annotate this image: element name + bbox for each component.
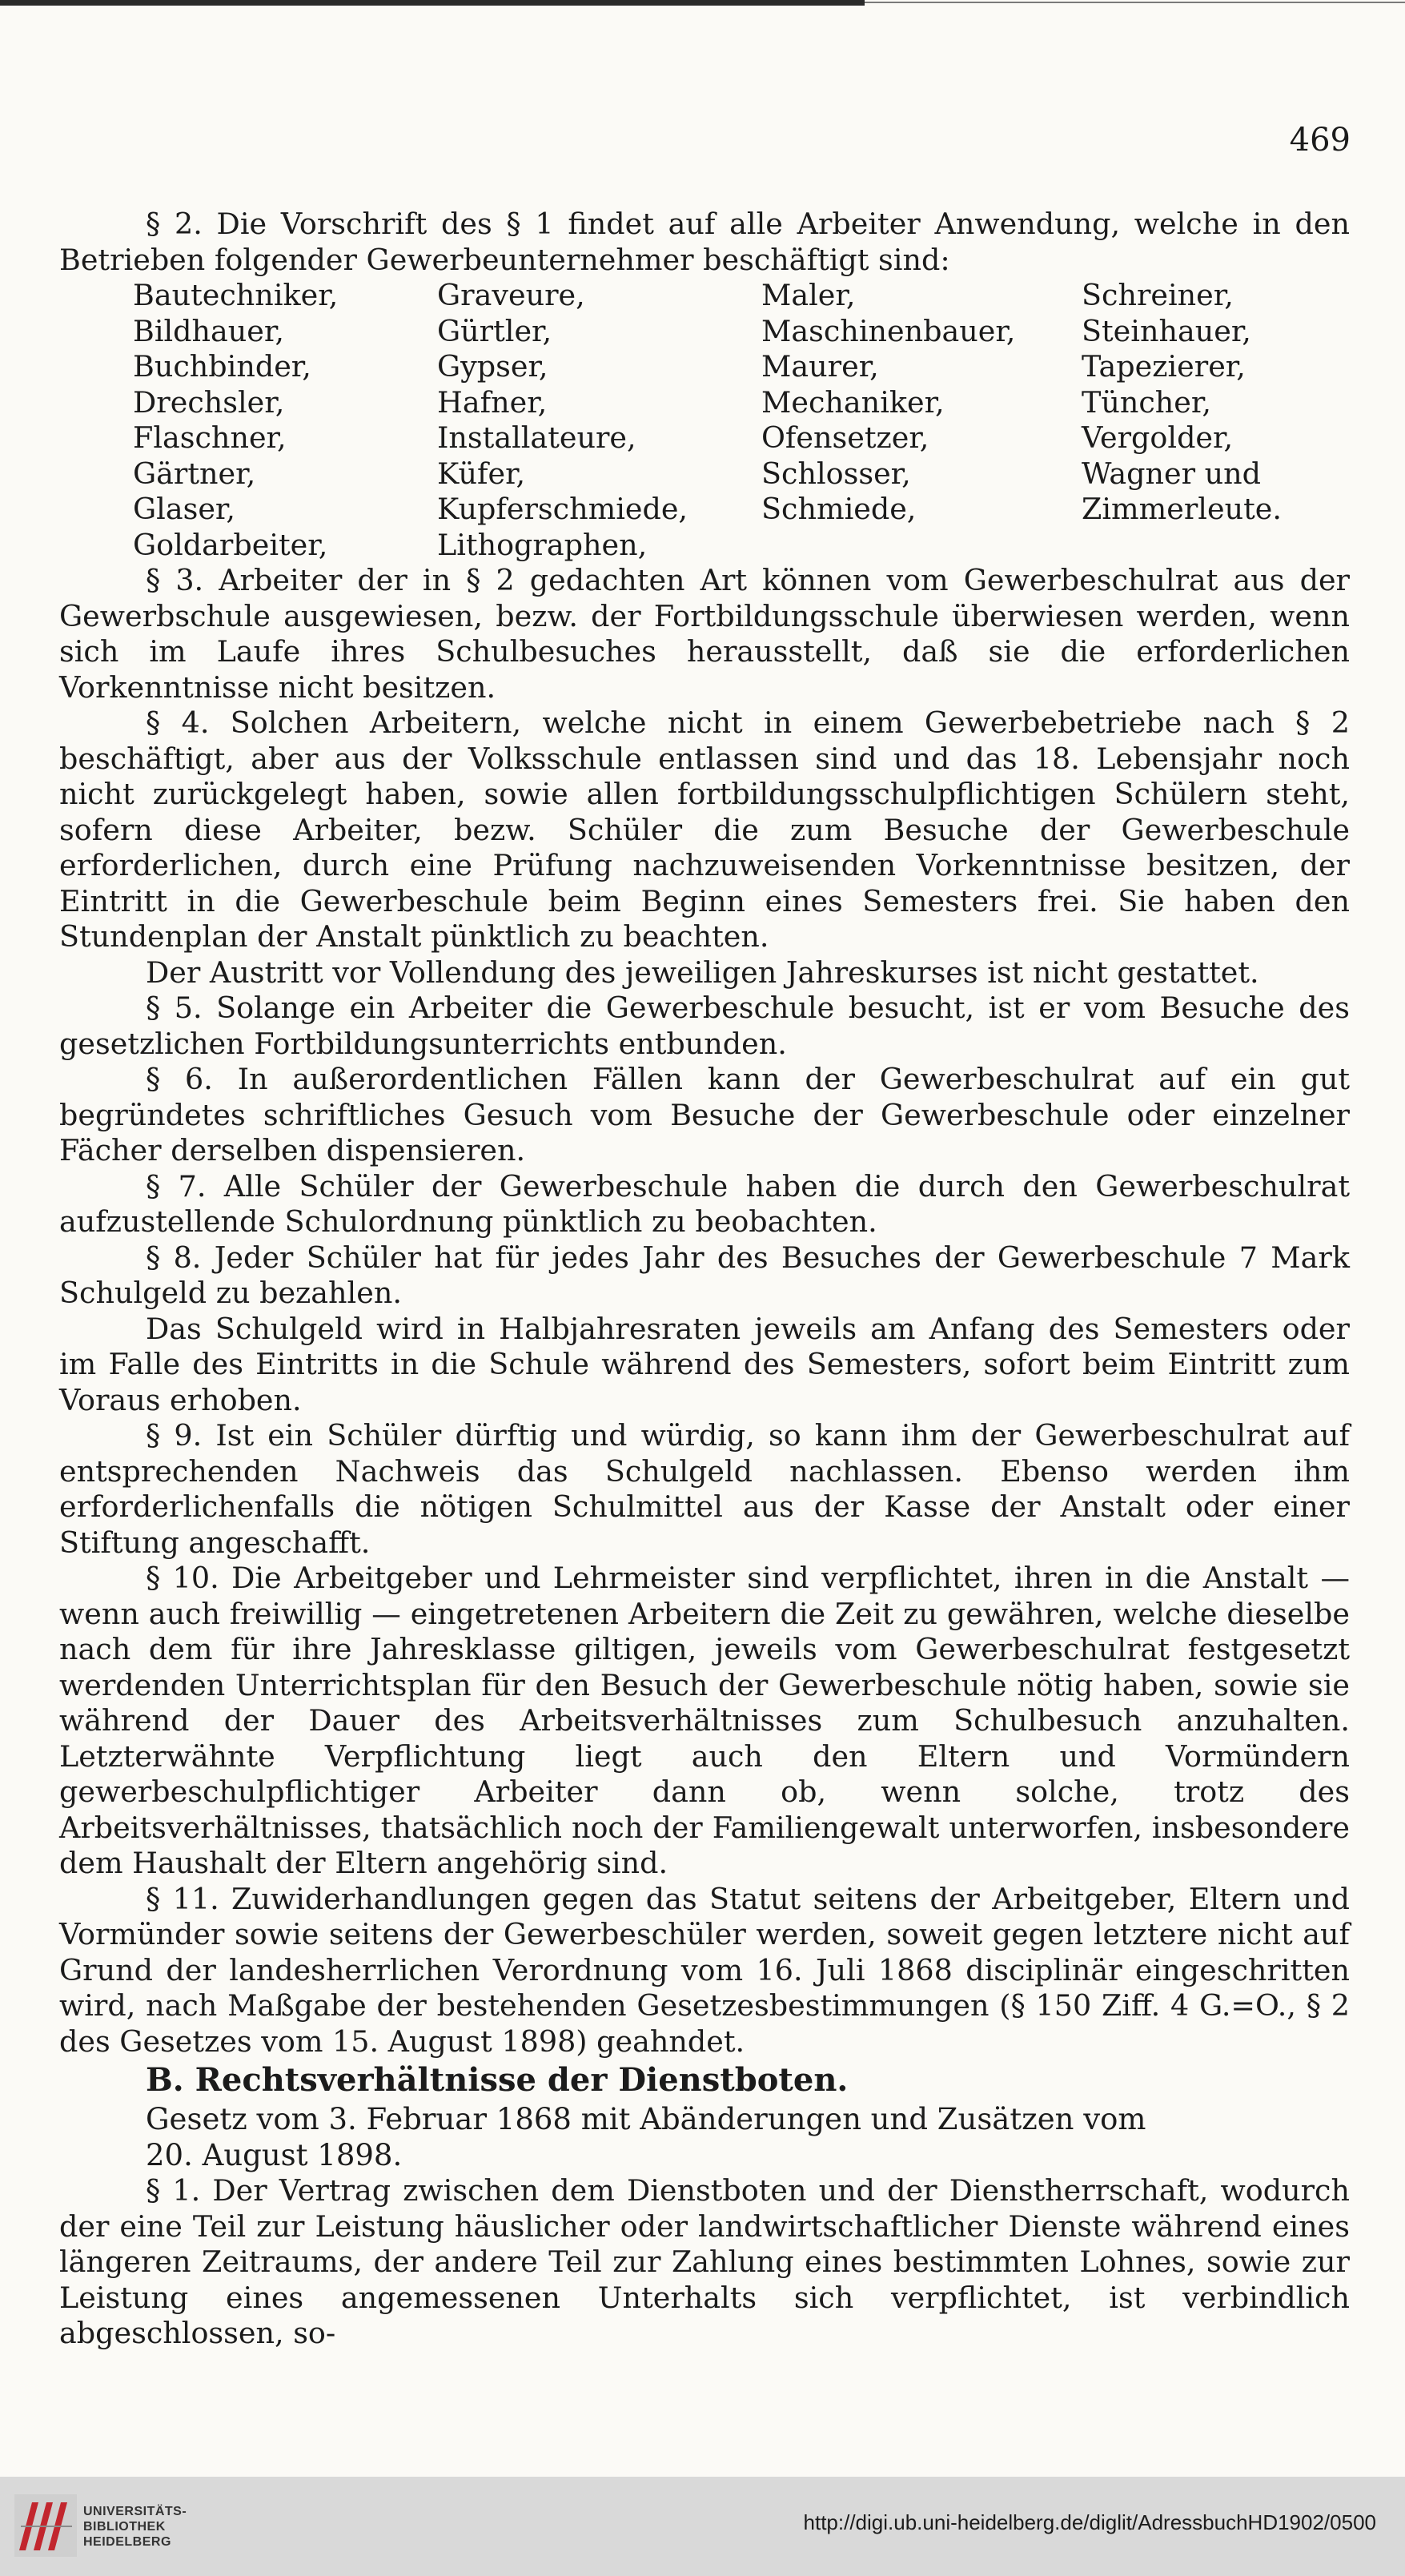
trade-item: Küfer, bbox=[437, 456, 526, 491]
trade-item: Graveure, bbox=[437, 278, 585, 312]
trade-item: Flaschner, bbox=[133, 420, 287, 455]
trade-item: Maler, bbox=[761, 278, 856, 312]
section-title: B. Rechtsverhältnisse der Dienstboten. bbox=[146, 2061, 849, 2099]
paragraph-9: § 9. Ist ein Schüler dürftig und würdig, so kann ihm der Gewerbeschulrat auf entsprechenden Nachweis das Schulgeld nachlassen. Ebenso werden ihm erforderlichenfalls die nötigen Schulmittel aus der Kasse der Anstalt oder einer Stiftung angeschafft. bbox=[59, 1418, 1350, 1560]
library-name-line: HEIDELBERG bbox=[83, 2535, 171, 2549]
trade-item: Bautechniker, bbox=[133, 278, 339, 312]
trade-item: Zimmerleute. bbox=[1082, 492, 1282, 526]
trade-item: Tüncher, bbox=[1082, 384, 1211, 420]
section-subtitle-line: Gesetz vom 3. Februar 1868 mit Abänderungen und Zusätzen vom bbox=[146, 2102, 1146, 2136]
trade-item: Schlosser, bbox=[761, 456, 911, 491]
trade-item: Mechaniker, bbox=[761, 384, 945, 420]
trade-item: Gürtler, bbox=[437, 313, 552, 348]
page-number: 469 bbox=[1289, 122, 1351, 159]
trade-item: Tapezierer, bbox=[1082, 349, 1246, 384]
trade-item: Bildhauer, bbox=[133, 313, 284, 348]
top-rule-line bbox=[865, 2, 1405, 3]
paragraph-4-continued: Der Austritt vor Vollendung des jeweiligen Jahreskurses ist nicht gestattet. bbox=[146, 954, 1259, 990]
trade-item: Vergolder, bbox=[1082, 420, 1234, 455]
trade-item: Schreiner, bbox=[1082, 278, 1234, 312]
trade-item: Maschinenbauer, bbox=[761, 313, 1016, 348]
library-name bbox=[83, 2504, 187, 2550]
paragraph-2: § 2. Die Vorschrift des § 1 findet auf alle Arbeiter Anwendung, welche in den Betrieben folgender Gewerbeunternehmer beschäftigt sind: bbox=[59, 207, 1350, 277]
paragraph-7: § 7. Alle Schüler der Gewerbeschule haben die durch den Gewerbeschulrat aufzustellende Schulordnung pünktlich zu beobachten. bbox=[59, 1168, 1350, 1239]
paragraph-6: § 6. In außerordentlichen Fällen kann der Gewerbeschulrat auf ein gut begründetes schriftliches Gesuch vom Besuche der Gewerbeschule oder einzelner Fächer derselben dispensieren. bbox=[59, 1062, 1350, 1167]
paragraph-5: § 5. Solange ein Arbeiter die Gewerbeschule besucht, ist er vom Besuche des gesetzlichen Fortbildungsunterrichts entbunden. bbox=[59, 991, 1350, 1061]
trade-item: Hafner, bbox=[437, 384, 548, 420]
library-name-line: UNIVERSITÄTS- bbox=[83, 2505, 187, 2518]
trades-list bbox=[133, 278, 1402, 563]
section-subtitle bbox=[59, 2101, 1350, 2173]
paragraph-11: § 11. Zuwiderhandlungen gegen das Statut seitens der Arbeitgeber, Eltern und Vormünder sowie seitens der Gewerbeschüler werden, soweit gegen letztere nicht auf Grund der landesherrlichen Verordnung vom 16. Juli 1868 disciplinär eingeschritten wird, nach Maßgabe der bestehenden Gesetzesbestimmungen (§ 150 Ziff. 4 G.=O., § 2 des Gesetzes vom 15. August 1898) geahndet. bbox=[59, 1881, 1350, 2059]
trade-item: Schmiede, bbox=[761, 492, 917, 526]
trade-item: Ofensetzer, bbox=[761, 420, 929, 455]
trade-item: Lithographen, bbox=[437, 527, 648, 562]
trade-item: Drechsler, bbox=[133, 384, 285, 420]
trade-item: Maurer, bbox=[761, 349, 879, 384]
paragraph-3: § 3. Arbeiter der in § 2 gedachten Art können vom Gewerbeschulrat aus der Gewerbschule ausgewiesen, bezw. der Fortbildungsschule überwiesen werden, wenn sich im Laufe ihres Schulbesuches herausstellt, daß sie die erforderlichen Vorkenntnisse nicht besitzen. bbox=[59, 563, 1350, 705]
paragraph-4: § 4. Solchen Arbeitern, welche nicht in einem Gewerbebetriebe nach § 2 beschäftigt, aber aus der Volksschule entlassen sind und das 18. Lebensjahr noch nicht zurückgelegt haben, sowie allen fortbildungsschulpflichtigen Schülern steht, sofern diese Arbeiter, bezw. Schüler die zum Besuche der Gewerbeschule erforderlichen, durch eine Prüfung nachzuweisenden Vorkenntnisse besitzen, der Eintritt in die Gewerbeschule beim Beginn eines Semesters frei. Sie haben den Stundenplan der Anstalt pünktlich zu beachten. bbox=[59, 705, 1350, 954]
trade-item: Gypser, bbox=[437, 349, 548, 384]
trade-item: Kupferschmiede, bbox=[437, 492, 688, 526]
trade-item: Wagner und bbox=[1082, 456, 1262, 491]
trade-item: Buchbinder, bbox=[133, 349, 311, 384]
source-url-link[interactable]: http://digi.ub.uni-heidelberg.de/diglit/AdressbuchHD1902/0500 bbox=[803, 2510, 1376, 2534]
library-logo-icon bbox=[14, 2494, 77, 2557]
top-rule bbox=[0, 0, 1405, 21]
trade-item: Glaser, bbox=[133, 492, 235, 526]
paragraph-10: § 10. Die Arbeitgeber und Lehrmeister sind verpflichtet, ihren in die Anstalt — wenn auch freiwillig — eingetretenen Arbeitern die Zeit zu gewähren, welche dieselbe nach dem für ihre Jahresklasse giltigen, jeweils vom Gewerbeschulrat festgesetzt werdenden Unterrichtsplan für den Besuch der Gewerbeschule nötig haben, sowie sie während der Dauer des Arbeitsverhältnisses zum Schulbesuch anzuhalten. Letzterwähnte Verpflichtung liegt auch den Eltern und Vormündern gewerbeschulpflichtiger Arbeiter dann ob, wenn solche, trotz des Arbeitsverhältnisses, thatsächlich noch der Familiengewalt unterworfen, insbesondere dem Haushalt der Eltern angehörig sind. bbox=[59, 1561, 1350, 1880]
top-rule-bar bbox=[0, 0, 865, 6]
paragraph-b1: § 1. Der Vertrag zwischen dem Dienstboten und der Dienstherrschaft, wodurch der eine Teil zur Leistung häuslicher oder landwirtschaftlicher Dienste während eines längeren Zeitraums, der andere Teil zur Zahlung eines bestimmten Lohnes, sowie zur Leistung eines angemessenen Unterhalts sich verpflichtet, ist verbindlich abgeschlossen, so- bbox=[59, 2173, 1350, 2350]
trade-item: Steinhauer, bbox=[1082, 313, 1251, 348]
section-subtitle-line: 20. August 1898. bbox=[146, 2138, 403, 2172]
paragraph-8-continued: Das Schulgeld wird in Halbjahresraten jeweils am Anfang des Semesters oder im Falle des Eintritts in die Schule während des Semesters, sofort beim Eintritt zum Voraus erhoben. bbox=[59, 1311, 1350, 1417]
library-name-line: BIBLIOTHEK bbox=[83, 2520, 166, 2534]
library-footer bbox=[0, 2477, 1405, 2576]
trade-item: Installateure, bbox=[437, 420, 636, 455]
trade-item: Goldarbeiter, bbox=[133, 527, 328, 562]
paragraph-8: § 8. Jeder Schüler hat für jedes Jahr des Besuches der Gewerbeschule 7 Mark Schulgeld zu bezahlen. bbox=[59, 1240, 1350, 1310]
trade-item: Gärtner, bbox=[133, 456, 256, 491]
page-content bbox=[59, 207, 1350, 2352]
